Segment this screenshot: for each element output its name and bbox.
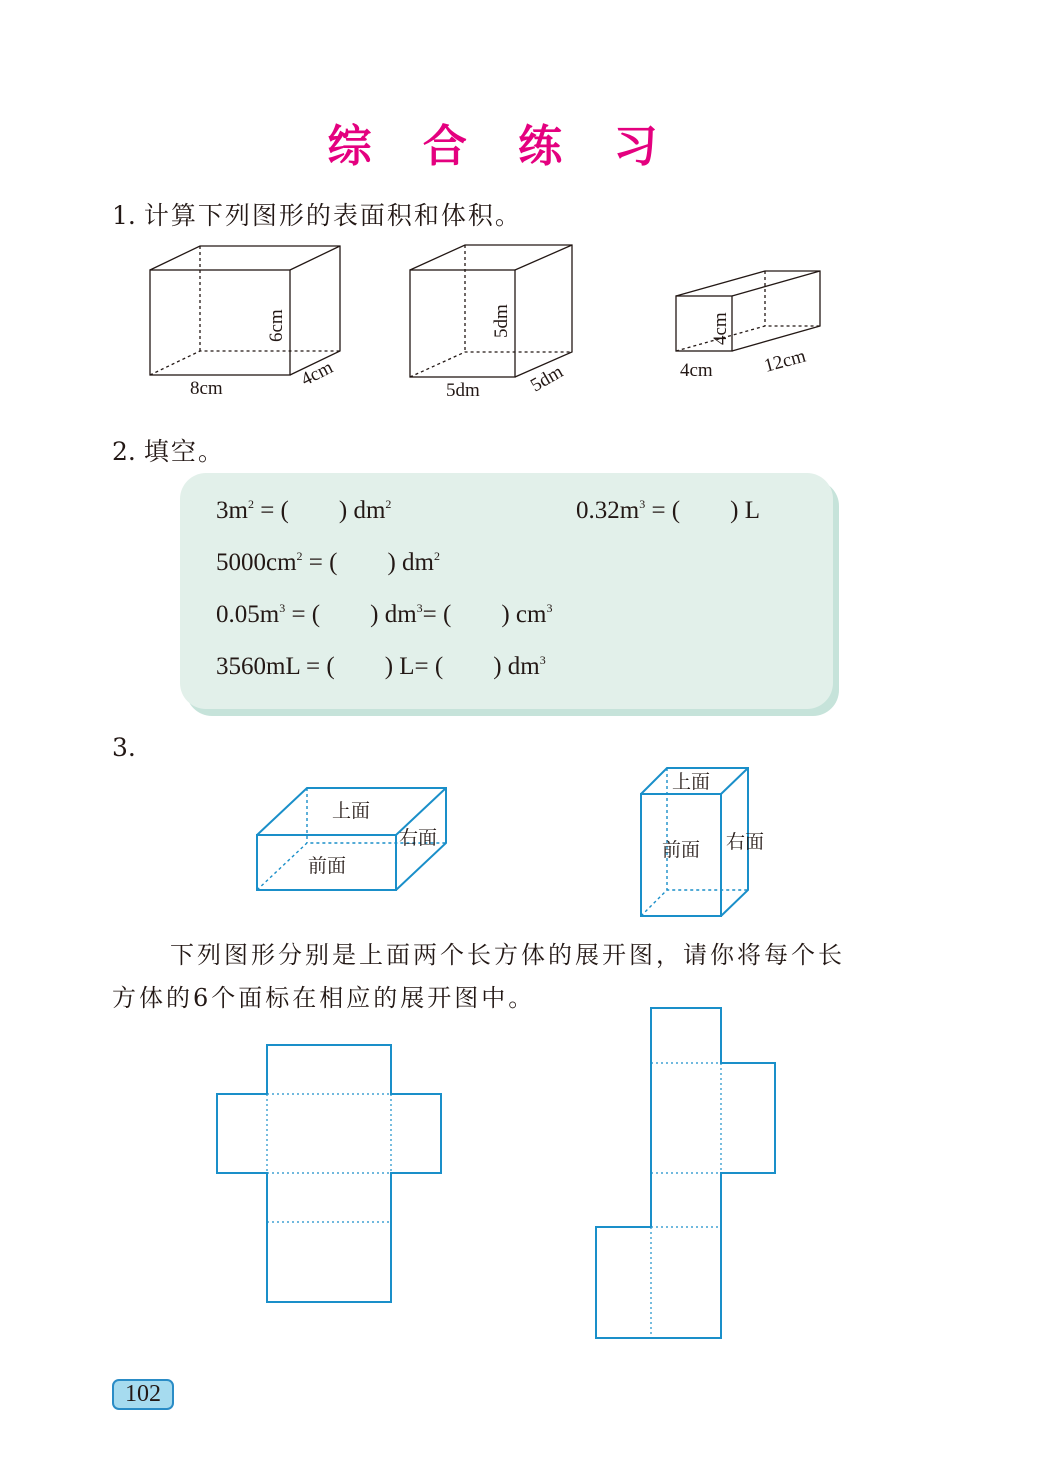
question-1-text: 计算下列图形的表面积和体积。 [143, 201, 522, 230]
flat-box-right-label: 右面 [399, 828, 438, 849]
shape2-width-label: 5dm [527, 361, 567, 397]
flat-box-top-label: 上面 [332, 801, 371, 822]
shape3-length-label: 12cm [761, 345, 809, 377]
fill-line-1: $3m^2$ = ( ) $dm^2$ [216, 497, 392, 524]
fill-line-5: 3560mL = ( ) L= ( ) $dm^3$ [216, 653, 546, 680]
shape1-width-label: 4cm [297, 356, 337, 391]
page-title: 综 合 练 习 [327, 121, 676, 172]
question-2-text: 填空。 [143, 437, 225, 466]
q3-boxes [0, 760, 1049, 930]
flat-box-front-label: 前面 [308, 856, 347, 877]
q3-paragraph-line-1: 下列图形分别是上面两个长方体的展开图，请你将每个长 [170, 941, 845, 969]
shape3-height-label: 4cm [710, 312, 731, 345]
question-2 [112, 432, 225, 468]
question-1 [112, 196, 522, 232]
tall-box-front-label: 前面 [662, 840, 701, 861]
fill-line-4: $0.05m^3$ = ( ) $dm^3=$ ( ) $cm^3$ [216, 601, 553, 628]
shape2-length-label: 5dm [446, 380, 480, 401]
tall-box-top-label: 上面 [672, 772, 711, 793]
q3-paragraph-line-2: 方体的6个面标在相应的展开图中。 [112, 984, 536, 1012]
shape1-length-label: 8cm [190, 378, 223, 399]
question-2-number: 2. [112, 437, 136, 466]
shape1-height-label: 6cm [266, 309, 287, 342]
fill-line-2: $0.32m^3$ = ( ) L [576, 497, 760, 524]
fill-line-3: $5000cm^2$ = ( ) $dm^2$ [216, 549, 440, 576]
page-number: 102 [112, 1379, 174, 1410]
question-1-number: 1. [112, 201, 136, 230]
shape3-width-label: 4cm [680, 360, 713, 381]
shape2-height-label: 5dm [491, 304, 512, 338]
tall-box-right-label: 右面 [726, 832, 765, 853]
q1-cuboids [0, 230, 1049, 410]
question-3-number: 3. [112, 733, 136, 762]
q3-nets [0, 1000, 1049, 1350]
